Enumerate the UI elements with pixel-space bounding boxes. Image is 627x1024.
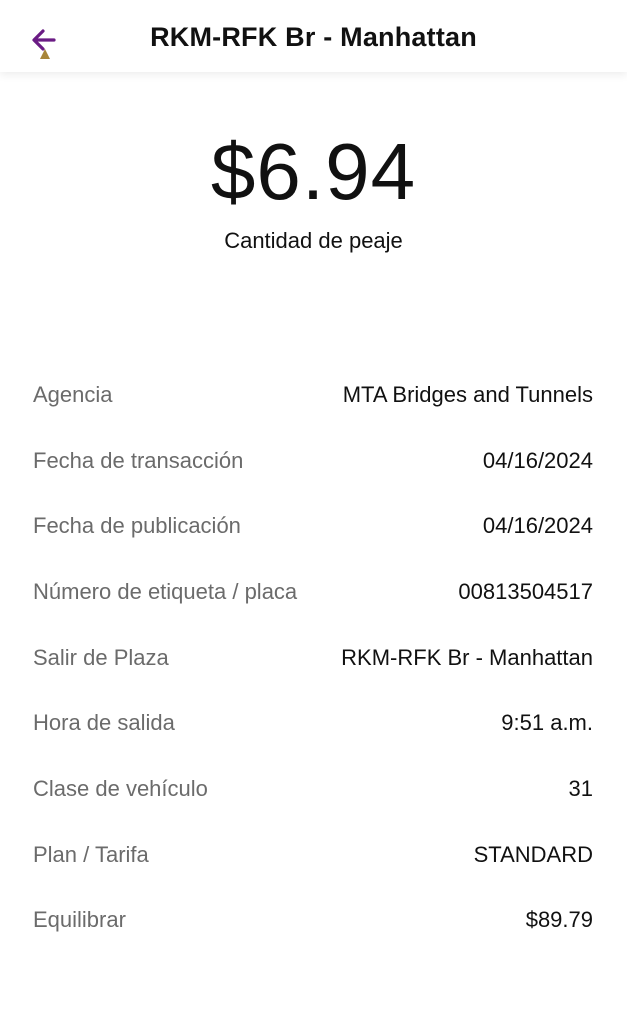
top-navigation-bar (0, 0, 627, 72)
tag-plate-value: 00813504517 (458, 578, 593, 604)
toll-amount: $6.94 (210, 127, 417, 216)
detail-row-transaction-date (33, 428, 593, 494)
page-title: RKM-RFK Br - Manhattan (150, 22, 477, 52)
agency-value: MTA Bridges and Tunnels (342, 381, 593, 407)
detail-row-posting-date (33, 493, 593, 559)
detail-row-agency (33, 362, 593, 428)
exit-time-label: Hora de salida (33, 710, 175, 736)
tag-plate-label: Número de etiqueta / placa (33, 578, 298, 604)
toll-amount-label: Cantidad de peaje (224, 228, 403, 253)
exit-plaza-label: Salir de Plaza (33, 644, 169, 670)
exit-plaza-value: RKM-RFK Br - Manhattan (341, 644, 593, 670)
plan-rate-label: Plan / Tarifa (33, 841, 149, 867)
exit-time-value: 9:51 a.m. (501, 710, 593, 736)
detail-row-tag-plate (33, 559, 593, 625)
plan-rate-value: STANDARD (473, 841, 593, 867)
transaction-date-value: 04/16/2024 (482, 447, 593, 473)
vehicle-class-label: Clase de vehículo (33, 775, 208, 801)
vehicle-class-value: 31 (568, 775, 593, 801)
balance-label: Equilibrar (33, 907, 126, 933)
detail-row-balance (33, 888, 593, 954)
detail-row-plan-rate (33, 822, 593, 888)
detail-row-vehicle-class (33, 756, 593, 822)
posting-date-value: 04/16/2024 (482, 513, 593, 539)
agency-label: Agencia (33, 381, 113, 407)
transaction-details-list (33, 362, 593, 953)
transaction-date-label: Fecha de transacción (33, 447, 244, 473)
balance-value: $89.79 (525, 907, 593, 933)
posting-date-label: Fecha de publicación (33, 513, 241, 539)
detail-row-exit-plaza (33, 625, 593, 691)
detail-row-exit-time (33, 690, 593, 756)
